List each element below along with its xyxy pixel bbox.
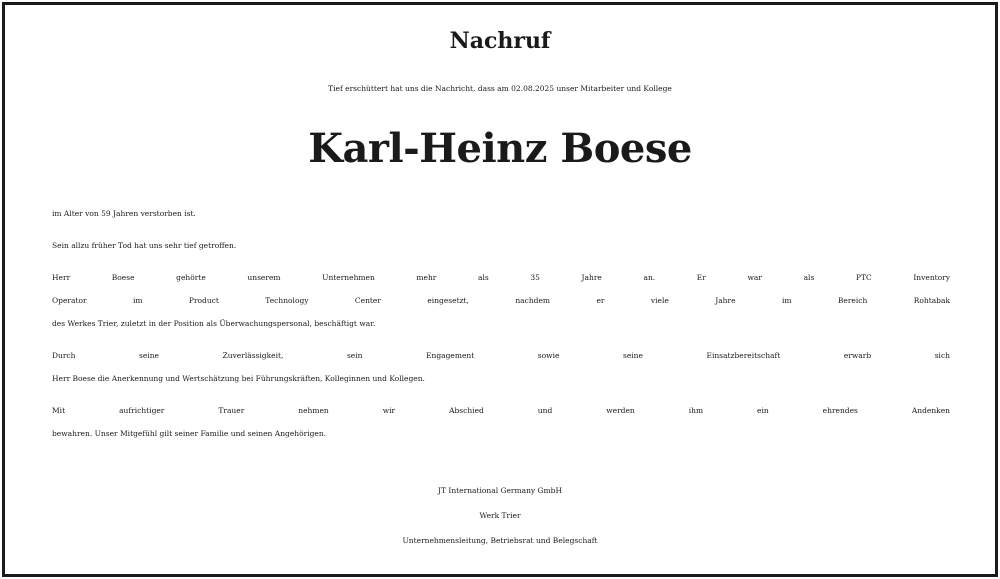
signature-groups: Unternehmensleitung, Betriebsrat und Belegschaft	[402, 536, 598, 545]
paragraph-line: Operator im Product Technology Center eingesetzt, nachdem er viele Jahre im Bereich Rohtabak	[52, 296, 950, 305]
paragraph-line: im Alter von 59 Jahren verstorben ist.	[52, 209, 196, 218]
paragraph-grief	[52, 234, 950, 257]
notice-heading: Nachruf	[449, 28, 551, 54]
paragraph-career	[52, 266, 950, 335]
paragraph-farewell	[52, 399, 950, 445]
paragraph-line: Herr Boese die Anerkennung und Wertschätzung bei Führungskräften, Kolleginnen und Kollegen.	[52, 374, 425, 383]
signature-company: JT International Germany GmbH	[437, 486, 563, 495]
signature-site: Werk Trier	[479, 511, 521, 520]
deceased-name: Karl-Heinz Boese	[308, 125, 692, 172]
paragraph-line: Herr Boese gehörte unserem Unternehmen mehr als 35 Jahre an. Er war als PTC Inventory	[52, 273, 950, 282]
signature-block	[0, 478, 1000, 553]
paragraph-line: bewahren. Unser Mitgefühl gilt seiner Familie und seinen Angehörigen.	[52, 429, 327, 438]
paragraph-recognition	[52, 344, 950, 390]
paragraph-line: des Werkes Trier, zuletzt in der Position als Überwachungspersonal, beschäftigt war.	[52, 319, 376, 328]
intro-line: Tief erschüttert hat uns die Nachricht, dass am 02.08.2025 unser Mitarbeiter und Kollege	[328, 84, 672, 93]
paragraph-line: Durch seine Zuverlässigkeit, sein Engagement sowie seine Einsatzbereitschaft erwarb sich	[52, 351, 950, 360]
paragraph-line: Sein allzu früher Tod hat uns sehr tief getroffen.	[52, 241, 237, 250]
notice-body	[52, 202, 950, 454]
paragraph-age	[52, 202, 950, 225]
paragraph-line: Mit aufrichtiger Trauer nehmen wir Abschied und werden ihm ein ehrendes Andenken	[52, 406, 950, 415]
